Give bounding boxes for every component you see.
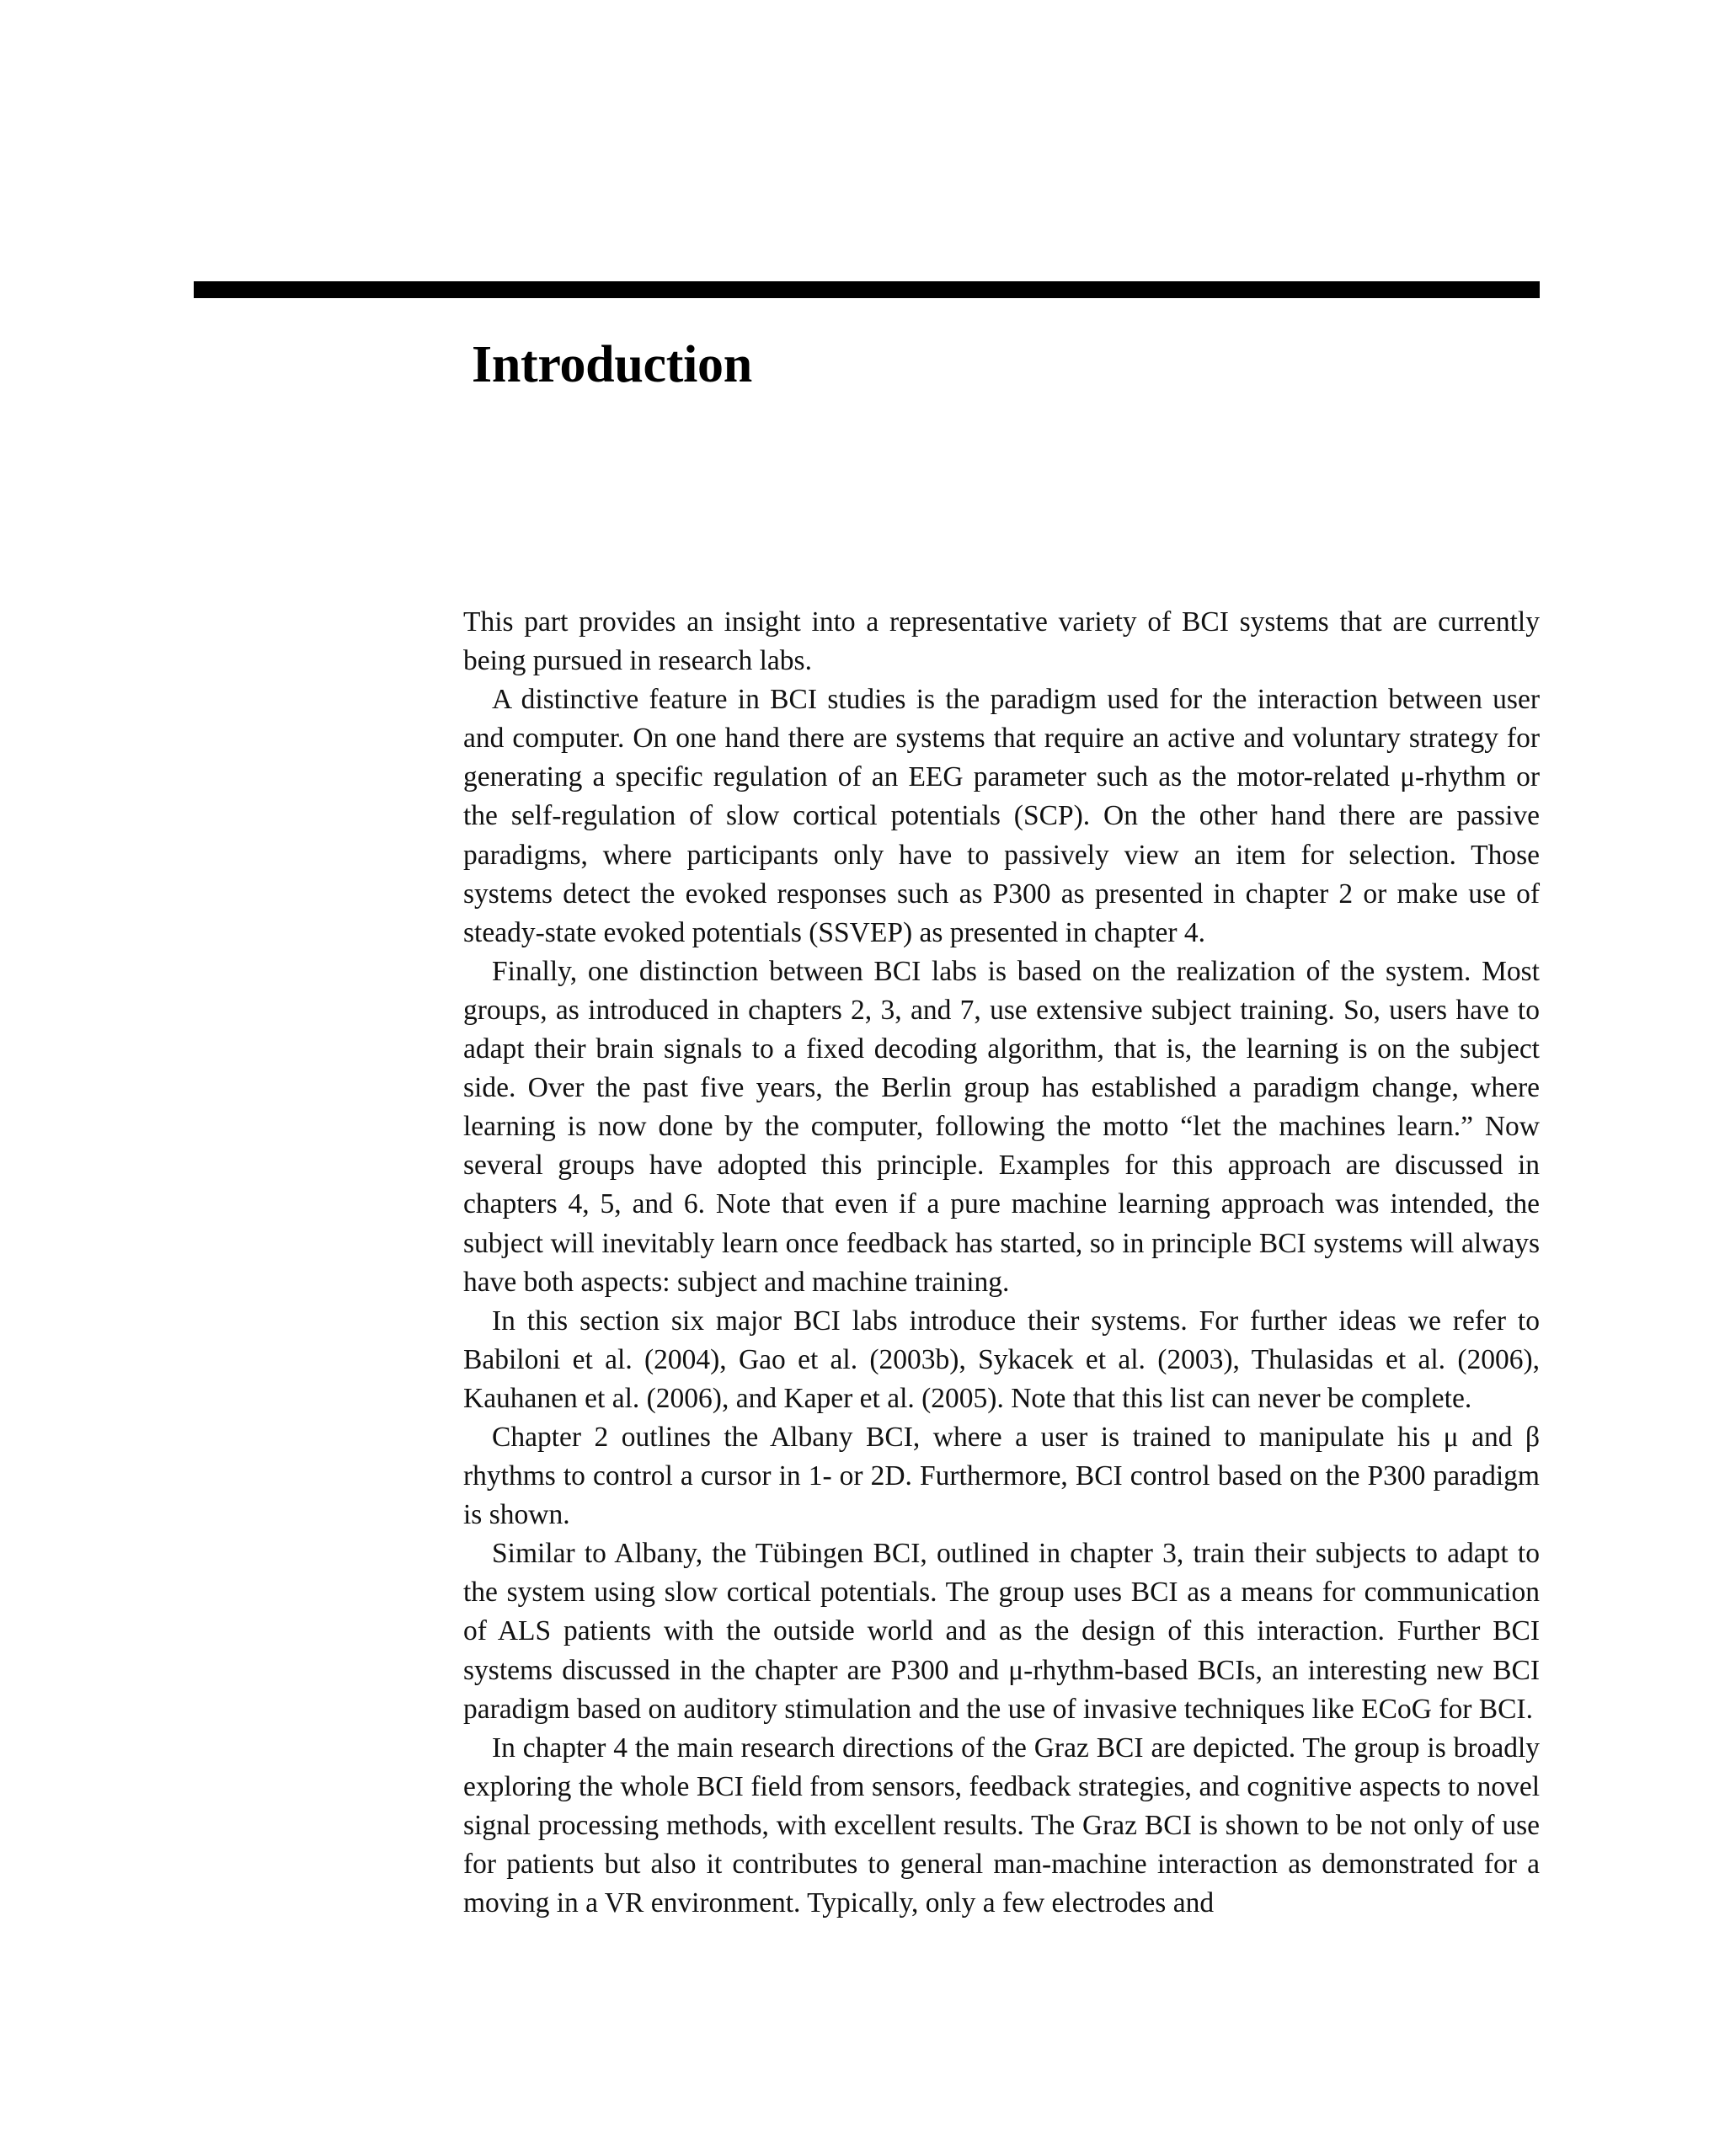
paragraph-7: In chapter 4 the main research directions of the Graz BCI are depicted. The group is broadly exploring the whole BCI field from sensors, feedback strategies, and cognitive aspects to novel signal processing methods, with excellent results. The Graz BCI is shown to be not only of use for patients but also it contributes to general man-machine interaction as demonstrated for a moving in a VR environment. Typically, only a few electrodes and [463,1732,1540,1919]
paragraph-2: A distinctive feature in BCI studies is the paradigm used for the interaction between user and computer. On one hand there are systems that require an active and voluntary strategy for generating a specific regulation of an EEG parameter such as the motor-related μ-rhythm or the self-regulation of slow cortical potentials (SCP). On the other hand there are passive paradigms, where participants only have to passively view an item for selection. Those systems detect the evoked responses such as P300 as presented in chapter 2 or make use of steady-state evoked potentials (SSVEP) as presented in chapter 4. [463,684,1540,948]
top-rule [194,281,1540,298]
page-title: Introduction [472,336,752,393]
body-text [463,603,1540,1923]
paragraph-4: In this section six major BCI labs introduce their systems. For further ideas we refer to Babiloni et al. (2004), Gao et al. (2003b), Sykacek et al. (2003), Thulasidas et al. (2006), Kauhanen et al. (2006), and Kaper et al. (2005). Note that this list can never be complete. [463,1305,1540,1414]
paragraph-6: Similar to Albany, the Tübingen BCI, outlined in chapter 3, train their subjects to adapt to the system using slow cortical potentials. The group uses BCI as a means for communication of ALS patients with the outside world and as the design of this interaction. Further BCI systems discussed in the chapter are P300 and μ-rhythm-based BCIs, an interesting new BCI paradigm based on auditory stimulation and the use of invasive techniques like ECoG for BCI. [463,1538,1540,1725]
paragraph-5: Chapter 2 outlines the Albany BCI, where a user is trained to manipulate his μ and β rhythms to control a cursor in 1- or 2D. Furthermore, BCI control based on the P300 paradigm is shown. [463,1421,1540,1531]
paragraph-3: Finally, one distinction between BCI labs is based on the realization of the system. Most groups, as introduced in chapters 2, 3, and 7, use extensive subject training. So, users have to adapt their brain signals to a fixed decoding algorithm, that is, the learning is on the subject side. Over the past five years, the Berlin group has established a paradigm change, where learning is now done by the computer, following the motto “let the machines learn.” Now several groups have adopted this principle. Examples for this approach are discussed in chapters 4, 5, and 6. Note that even if a pure machine learning approach was intended, the subject will inevitably learn once feedback has started, so in principle BCI systems will always have both aspects: subject and machine training. [463,955,1540,1298]
paragraph-1: This part provides an insight into a representative variety of BCI systems that are currently being pursued in research labs. [463,606,1540,677]
